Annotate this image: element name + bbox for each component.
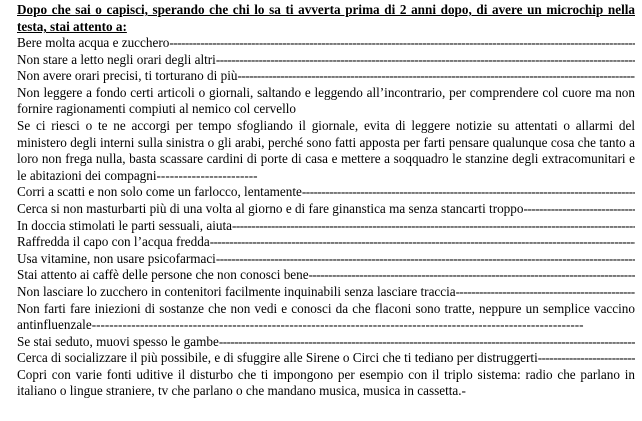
rule-text: Raffredda il capo con l’acqua fredda: [17, 234, 210, 250]
rule-text: Bere molta acqua e zucchero: [17, 35, 170, 50]
rule-text: Cerca di socializzare il più possibile, e di sfuggire alle Sirene o Circi che ti tediano per distruggerti: [17, 350, 538, 366]
rule-text: Non stare a letto negli orari degli altri: [17, 51, 216, 67]
dash-leader: [219, 334, 635, 351]
rule-paragraph-injections: [17, 301, 635, 334]
dash-leader: [232, 218, 635, 235]
rule-line-run: [17, 184, 635, 201]
dash-leader: [523, 201, 635, 218]
rule-line-exercise: [17, 201, 635, 218]
rule-text: Stai attento ai caffè delle persone che non conosci bene: [17, 267, 309, 283]
rule-paragraph-newspaper: [17, 118, 635, 184]
rule-line-legs: [17, 334, 635, 351]
rule-line-schedule: [17, 68, 635, 85]
rule-line-socialize: [17, 350, 635, 367]
rule-line-bed: [17, 52, 635, 69]
rule-text: Non lasciare lo zucchero in contenitori facilmente inquinabili senza lasciare traccia: [17, 283, 456, 299]
dash-leader: [538, 350, 635, 367]
rule-line-coffee: [17, 267, 635, 284]
dash-leader: [309, 267, 635, 284]
rule-text: Usa vitamine, non usare psicofarmaci: [17, 250, 216, 266]
dash-leader: [216, 52, 635, 69]
document-heading: Dopo che sai o capisci, sperando che chi lo sa ti avverta prima di 2 anni dopo, di avere un microchip nella testa, stai attento a:: [17, 2, 635, 34]
rule-line-cool-head: [17, 234, 635, 251]
rule-text: Non farti fare iniezioni di sostanze che non vedi e conosci da che flaconi sono tratte, neppure un semplice vaccino antinfluenzale: [17, 300, 635, 333]
rule-paragraph-reading: Non leggere a fondo certi articoli o giornali, saltando e leggendo all’incontrario, per comprendere col cuore ma non fornire ragionamenti compiuti al nemico col cervello: [17, 84, 635, 117]
rule-text: In doccia stimolati le parti sessuali, aiuta: [17, 217, 232, 233]
dash-leader: [216, 251, 635, 268]
dash-leader: -----------------------: [156, 167, 258, 183]
dash-leader: ----------------------------------------------------------------------------------------------------------------: [91, 317, 584, 333]
rule-text: Corri a scatti e non solo come un farlocco, lentamente: [17, 184, 302, 200]
dash-leader: [237, 68, 635, 85]
rule-line-vitamins: [17, 251, 635, 268]
rule-text: Non avere orari precisi, ti torturano di più: [17, 68, 238, 84]
rule-line-water: [17, 35, 635, 52]
rule-paragraph-audio: Copri con varie fonti uditive il disturbo che ti impongono per esempio con il triplo sistema: radio che parlano in italiano o lingue straniere, tv che parlano o che mandano musica, musica in cassetta.-: [17, 366, 635, 399]
dash-leader: [302, 184, 635, 201]
dash-leader: [169, 35, 635, 52]
dash-leader: [210, 234, 635, 251]
document-page: [17, 1, 635, 400]
rule-line-shower: [17, 218, 635, 235]
rule-line-sugar: [17, 284, 635, 301]
dash-leader: [456, 284, 635, 301]
rule-text: Se stai seduto, muovi spesso le gambe: [17, 333, 219, 349]
rule-text: Se ci riesci o te ne accorgi per tempo sfogliando il giornale, evita di leggere notizie su attentati o allarmi del ministero degli interni sulla sinistra o gli arabi, perché sono fatti apposta per farti pensare qualunque cosa che tanto a loro non frega nulla, basta scassare cardini di porte di casa e mettere a soqquadro le stanzine degli extracomunitari e le abitazioni dei compagni: [17, 117, 635, 183]
rule-text: Cerca si non masturbarti più di una volta al giorno e di fare ginanstica ma senza stancarti troppo: [17, 200, 524, 216]
